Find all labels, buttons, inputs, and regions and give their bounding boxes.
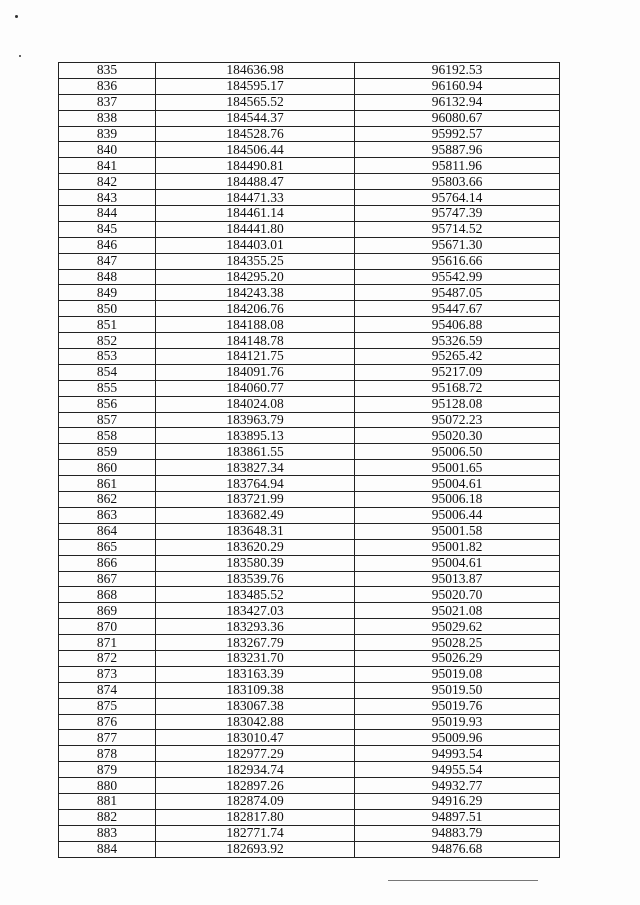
point-number-cell: 843 (59, 190, 156, 206)
x-coordinate-cell: 184024.08 (156, 396, 355, 412)
table-row (59, 682, 560, 698)
y-coordinate-cell: 95447.67 (355, 301, 560, 317)
point-number-cell: 879 (59, 762, 156, 778)
x-coordinate-cell: 182934.74 (156, 762, 355, 778)
y-coordinate-cell: 96160.94 (355, 78, 560, 94)
table-row (59, 412, 560, 428)
point-number-cell: 836 (59, 78, 156, 94)
y-coordinate-cell: 95013.87 (355, 571, 560, 587)
coordinate-table (58, 62, 560, 858)
point-number-cell: 852 (59, 333, 156, 349)
scan-speck (19, 55, 21, 57)
table-row (59, 63, 560, 79)
x-coordinate-cell: 184636.98 (156, 63, 355, 79)
table-row (59, 444, 560, 460)
point-number-cell: 850 (59, 301, 156, 317)
x-coordinate-cell: 184544.37 (156, 110, 355, 126)
table-row (59, 396, 560, 412)
y-coordinate-cell: 95006.44 (355, 507, 560, 523)
x-coordinate-cell: 183010.47 (156, 730, 355, 746)
y-coordinate-cell: 94916.29 (355, 793, 560, 809)
point-number-cell: 866 (59, 555, 156, 571)
point-number-cell: 838 (59, 110, 156, 126)
table-row (59, 285, 560, 301)
table-row (59, 793, 560, 809)
x-coordinate-cell: 183427.03 (156, 603, 355, 619)
point-number-cell: 878 (59, 746, 156, 762)
y-coordinate-cell: 95616.66 (355, 253, 560, 269)
table-row (59, 730, 560, 746)
y-coordinate-cell: 95542.99 (355, 269, 560, 285)
y-coordinate-cell: 95714.52 (355, 221, 560, 237)
table-row (59, 778, 560, 794)
point-number-cell: 861 (59, 476, 156, 492)
point-number-cell: 884 (59, 841, 156, 857)
y-coordinate-cell: 95001.65 (355, 460, 560, 476)
y-coordinate-cell: 95006.18 (355, 492, 560, 508)
point-number-cell: 863 (59, 507, 156, 523)
x-coordinate-cell: 183231.70 (156, 650, 355, 666)
y-coordinate-cell: 94883.79 (355, 825, 560, 841)
x-coordinate-cell: 184188.08 (156, 317, 355, 333)
table-row (59, 492, 560, 508)
point-number-cell: 858 (59, 428, 156, 444)
x-coordinate-cell: 184243.38 (156, 285, 355, 301)
table-row (59, 507, 560, 523)
table-row (59, 476, 560, 492)
table-row (59, 190, 560, 206)
point-number-cell: 851 (59, 317, 156, 333)
y-coordinate-cell: 95019.08 (355, 666, 560, 682)
x-coordinate-cell: 183067.38 (156, 698, 355, 714)
x-coordinate-cell: 183109.38 (156, 682, 355, 698)
y-coordinate-cell: 95029.62 (355, 619, 560, 635)
x-coordinate-cell: 184403.01 (156, 237, 355, 253)
table-row (59, 317, 560, 333)
table-row (59, 698, 560, 714)
point-number-cell: 876 (59, 714, 156, 730)
footer-rule (388, 880, 538, 881)
y-coordinate-cell: 95001.82 (355, 539, 560, 555)
x-coordinate-cell: 183267.79 (156, 635, 355, 651)
point-number-cell: 854 (59, 364, 156, 380)
y-coordinate-cell: 95028.25 (355, 635, 560, 651)
point-number-cell: 846 (59, 237, 156, 253)
table-row (59, 349, 560, 365)
point-number-cell: 857 (59, 412, 156, 428)
y-coordinate-cell: 94993.54 (355, 746, 560, 762)
y-coordinate-cell: 95265.42 (355, 349, 560, 365)
table-row (59, 555, 560, 571)
x-coordinate-cell: 184355.25 (156, 253, 355, 269)
point-number-cell: 849 (59, 285, 156, 301)
point-number-cell: 844 (59, 206, 156, 222)
table-row (59, 269, 560, 285)
x-coordinate-cell: 184471.33 (156, 190, 355, 206)
point-number-cell: 839 (59, 126, 156, 142)
x-coordinate-cell: 183620.29 (156, 539, 355, 555)
y-coordinate-cell: 95887.96 (355, 142, 560, 158)
table-row (59, 523, 560, 539)
table-row (59, 619, 560, 635)
y-coordinate-cell: 95026.29 (355, 650, 560, 666)
y-coordinate-cell: 95019.93 (355, 714, 560, 730)
point-number-cell: 873 (59, 666, 156, 682)
point-number-cell: 880 (59, 778, 156, 794)
x-coordinate-cell: 184441.80 (156, 221, 355, 237)
x-coordinate-cell: 184595.17 (156, 78, 355, 94)
x-coordinate-cell: 184461.14 (156, 206, 355, 222)
table-row (59, 126, 560, 142)
y-coordinate-cell: 95326.59 (355, 333, 560, 349)
scan-speck (15, 15, 18, 18)
y-coordinate-cell: 95072.23 (355, 412, 560, 428)
coordinate-table-body (59, 63, 560, 858)
x-coordinate-cell: 184295.20 (156, 269, 355, 285)
x-coordinate-cell: 184091.76 (156, 364, 355, 380)
x-coordinate-cell: 183682.49 (156, 507, 355, 523)
y-coordinate-cell: 95001.58 (355, 523, 560, 539)
x-coordinate-cell: 183485.52 (156, 587, 355, 603)
table-row (59, 460, 560, 476)
y-coordinate-cell: 94955.54 (355, 762, 560, 778)
x-coordinate-cell: 184060.77 (156, 380, 355, 396)
point-number-cell: 855 (59, 380, 156, 396)
point-number-cell: 856 (59, 396, 156, 412)
x-coordinate-cell: 183895.13 (156, 428, 355, 444)
x-coordinate-cell: 184506.44 (156, 142, 355, 158)
x-coordinate-cell: 182874.09 (156, 793, 355, 809)
point-number-cell: 871 (59, 635, 156, 651)
table-row (59, 603, 560, 619)
x-coordinate-cell: 183293.36 (156, 619, 355, 635)
point-number-cell: 847 (59, 253, 156, 269)
point-number-cell: 862 (59, 492, 156, 508)
table-row (59, 174, 560, 190)
y-coordinate-cell: 96132.94 (355, 94, 560, 110)
point-number-cell: 865 (59, 539, 156, 555)
y-coordinate-cell: 95009.96 (355, 730, 560, 746)
point-number-cell: 859 (59, 444, 156, 460)
x-coordinate-cell: 183648.31 (156, 523, 355, 539)
point-number-cell: 867 (59, 571, 156, 587)
point-number-cell: 837 (59, 94, 156, 110)
table-row (59, 428, 560, 444)
y-coordinate-cell: 96080.67 (355, 110, 560, 126)
table-row (59, 94, 560, 110)
table-row (59, 571, 560, 587)
table-row (59, 762, 560, 778)
table-row (59, 237, 560, 253)
x-coordinate-cell: 183042.88 (156, 714, 355, 730)
point-number-cell: 848 (59, 269, 156, 285)
point-number-cell: 877 (59, 730, 156, 746)
point-number-cell: 842 (59, 174, 156, 190)
y-coordinate-cell: 95021.08 (355, 603, 560, 619)
y-coordinate-cell: 95020.30 (355, 428, 560, 444)
point-number-cell: 860 (59, 460, 156, 476)
y-coordinate-cell: 95019.76 (355, 698, 560, 714)
x-coordinate-cell: 183539.76 (156, 571, 355, 587)
table-row (59, 221, 560, 237)
point-number-cell: 882 (59, 809, 156, 825)
y-coordinate-cell: 94876.68 (355, 841, 560, 857)
y-coordinate-cell: 94897.51 (355, 809, 560, 825)
table-row (59, 746, 560, 762)
table-row (59, 650, 560, 666)
y-coordinate-cell: 95487.05 (355, 285, 560, 301)
x-coordinate-cell: 184528.76 (156, 126, 355, 142)
y-coordinate-cell: 95747.39 (355, 206, 560, 222)
x-coordinate-cell: 184565.52 (156, 94, 355, 110)
x-coordinate-cell: 184148.78 (156, 333, 355, 349)
table-row (59, 841, 560, 857)
y-coordinate-cell: 95168.72 (355, 380, 560, 396)
x-coordinate-cell: 183764.94 (156, 476, 355, 492)
table-row (59, 809, 560, 825)
x-coordinate-cell: 183963.79 (156, 412, 355, 428)
table-row (59, 714, 560, 730)
table-row (59, 78, 560, 94)
y-coordinate-cell: 95406.88 (355, 317, 560, 333)
table-row (59, 635, 560, 651)
table-row (59, 666, 560, 682)
y-coordinate-cell: 95004.61 (355, 476, 560, 492)
point-number-cell: 864 (59, 523, 156, 539)
y-coordinate-cell: 95128.08 (355, 396, 560, 412)
table-row (59, 825, 560, 841)
x-coordinate-cell: 183163.39 (156, 666, 355, 682)
x-coordinate-cell: 182897.26 (156, 778, 355, 794)
table-row (59, 380, 560, 396)
point-number-cell: 874 (59, 682, 156, 698)
table-row (59, 364, 560, 380)
table-row (59, 158, 560, 174)
y-coordinate-cell: 95020.70 (355, 587, 560, 603)
y-coordinate-cell: 95811.96 (355, 158, 560, 174)
x-coordinate-cell: 184121.75 (156, 349, 355, 365)
point-number-cell: 835 (59, 63, 156, 79)
y-coordinate-cell: 95217.09 (355, 364, 560, 380)
x-coordinate-cell: 184488.47 (156, 174, 355, 190)
x-coordinate-cell: 184206.76 (156, 301, 355, 317)
x-coordinate-cell: 183721.99 (156, 492, 355, 508)
point-number-cell: 883 (59, 825, 156, 841)
point-number-cell: 881 (59, 793, 156, 809)
point-number-cell: 870 (59, 619, 156, 635)
y-coordinate-cell: 96192.53 (355, 63, 560, 79)
x-coordinate-cell: 182693.92 (156, 841, 355, 857)
table-row (59, 587, 560, 603)
x-coordinate-cell: 182771.74 (156, 825, 355, 841)
point-number-cell: 841 (59, 158, 156, 174)
point-number-cell: 840 (59, 142, 156, 158)
point-number-cell: 853 (59, 349, 156, 365)
point-number-cell: 868 (59, 587, 156, 603)
table-row (59, 333, 560, 349)
y-coordinate-cell: 95671.30 (355, 237, 560, 253)
table-row (59, 253, 560, 269)
table-row (59, 206, 560, 222)
y-coordinate-cell: 95803.66 (355, 174, 560, 190)
x-coordinate-cell: 183827.34 (156, 460, 355, 476)
y-coordinate-cell: 94932.77 (355, 778, 560, 794)
y-coordinate-cell: 95004.61 (355, 555, 560, 571)
y-coordinate-cell: 95764.14 (355, 190, 560, 206)
point-number-cell: 869 (59, 603, 156, 619)
y-coordinate-cell: 95019.50 (355, 682, 560, 698)
x-coordinate-cell: 183861.55 (156, 444, 355, 460)
point-number-cell: 872 (59, 650, 156, 666)
table-row (59, 301, 560, 317)
x-coordinate-cell: 182817.80 (156, 809, 355, 825)
y-coordinate-cell: 95006.50 (355, 444, 560, 460)
x-coordinate-cell: 182977.29 (156, 746, 355, 762)
x-coordinate-cell: 183580.39 (156, 555, 355, 571)
x-coordinate-cell: 184490.81 (156, 158, 355, 174)
point-number-cell: 845 (59, 221, 156, 237)
table-row (59, 110, 560, 126)
y-coordinate-cell: 95992.57 (355, 126, 560, 142)
table-row (59, 142, 560, 158)
point-number-cell: 875 (59, 698, 156, 714)
table-row (59, 539, 560, 555)
